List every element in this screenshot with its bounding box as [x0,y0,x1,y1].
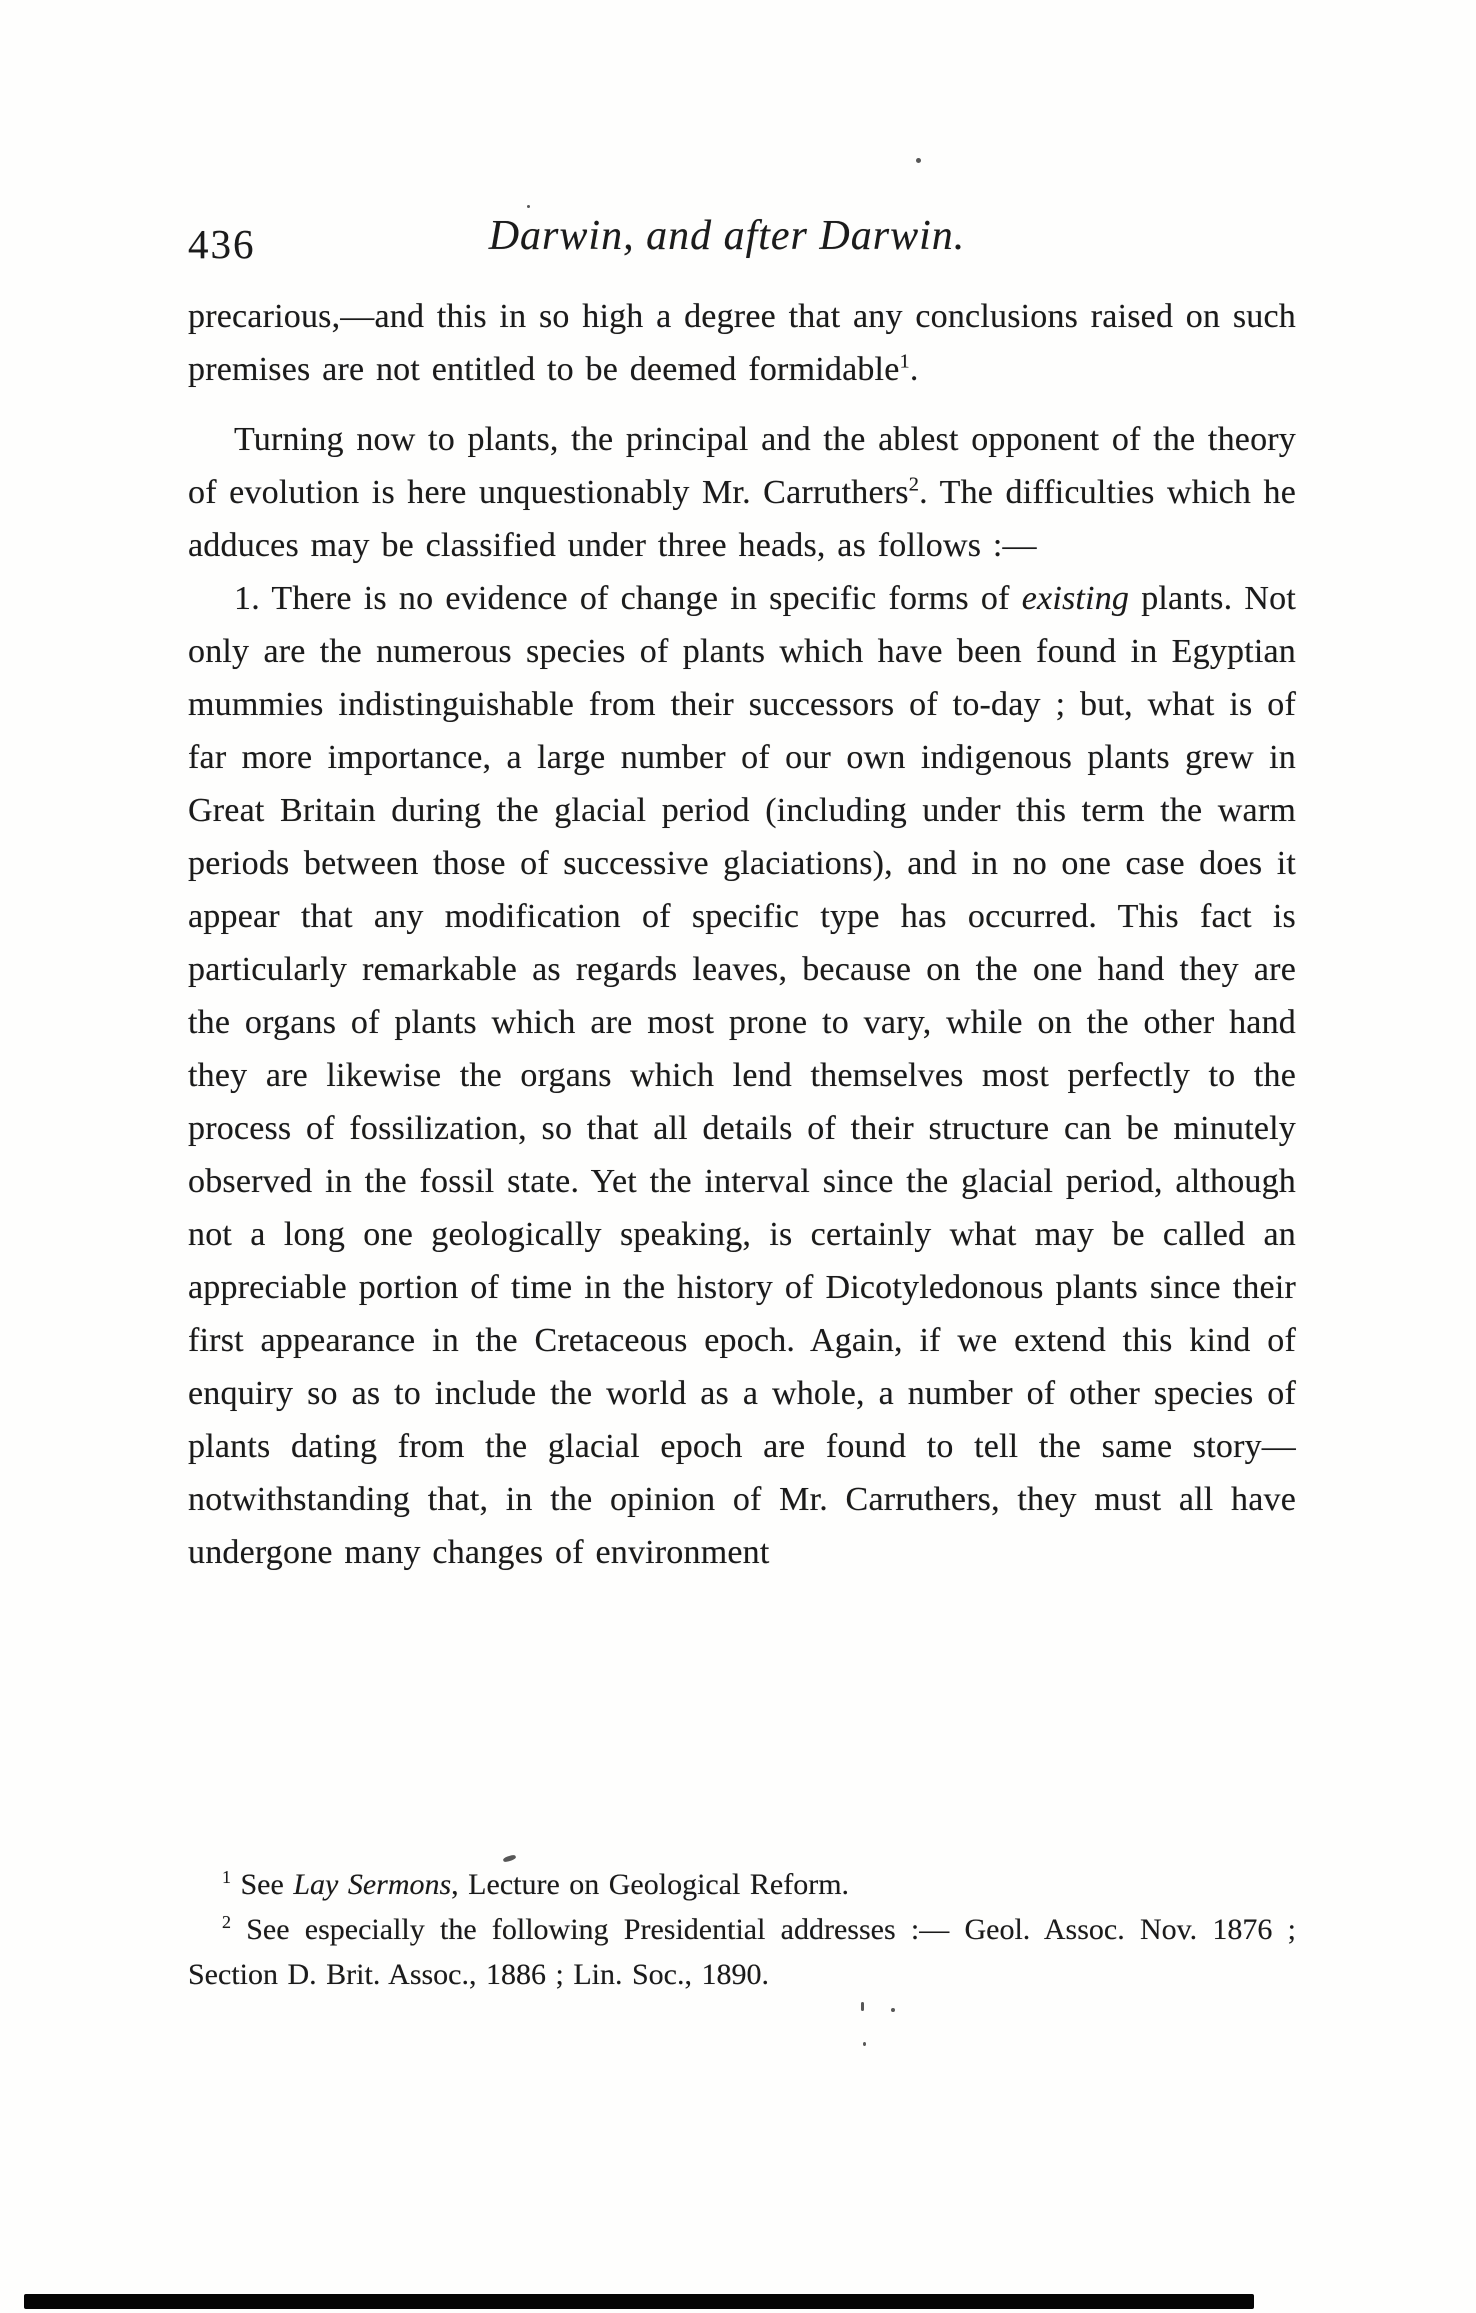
ink-speck [863,2042,866,2046]
paragraph: precarious,—and this in so high a degree that any conclusions raised on such premises are not entitled to be deemed formidable$^1$. [188,298,1296,388]
ink-speck [891,2008,895,2012]
footnote: $^2$ See especially the following Presidential addresses :— Geol. Assoc. Nov. 1876 ; Section D. Brit. Assoc., 1886 ; Lin. Soc., 1890. [188,1912,1296,1991]
page-header [188,212,1296,282]
paragraph: 1. There is no evidence of change in specific forms of existing plants. Not only are the numerous species of plants which have been found in Egyptian mummies indistinguishable from their successors of to-day ; but, what is of far more importance, a large number of our own indigenous plants grew in Great Britain during the glacial period (including under this term the warm periods between those of successive glaciations), and in no one case does it appear that any modification of specific type has occurred. This fact is particularly remarkable as regards leaves, because on the one hand they are the organs of plants which are most prone to vary, while on the other hand they are likewise the organs which lend themselves most perfectly to the process of fossilization, so that all details of their structure can be minutely observed in the fossil state. Yet the interval since the glacial period, although not a long one geologically speaking, is certainly what may be called an appreciable portion of time in the history of Dicotyledonous plants since their first appearance in the Cretaceous epoch. Again, if we extend this kind of enquiry so as to include the world as a whole, a number of other species of plants dating from the glacial epoch are found to tell the same story—notwithstanding that, in the opinion of Mr. Carruthers, they must all have undergone many changes of environment [188,580,1296,1571]
ink-speck [861,2002,864,2011]
ink-speck [916,158,921,163]
footnote: $^1$ See Lay Sermons, Lecture on Geological Reform. [222,1867,850,1901]
page-edge-scan-bar [24,2294,1254,2309]
running-title: Darwin, and after Darwin. [488,213,966,259]
ink-speck [527,205,530,208]
paragraph: Turning now to plants, the principal and the ablest opponent of the theory of evolution is here unquestionably Mr. Carruthers$^2$. The difficulties which he adduces may be classified under three heads, as follows :— [188,421,1296,564]
page-body [188,290,1296,1579]
page-number: 436 [188,221,256,267]
footnotes-section [188,1862,1296,1997]
